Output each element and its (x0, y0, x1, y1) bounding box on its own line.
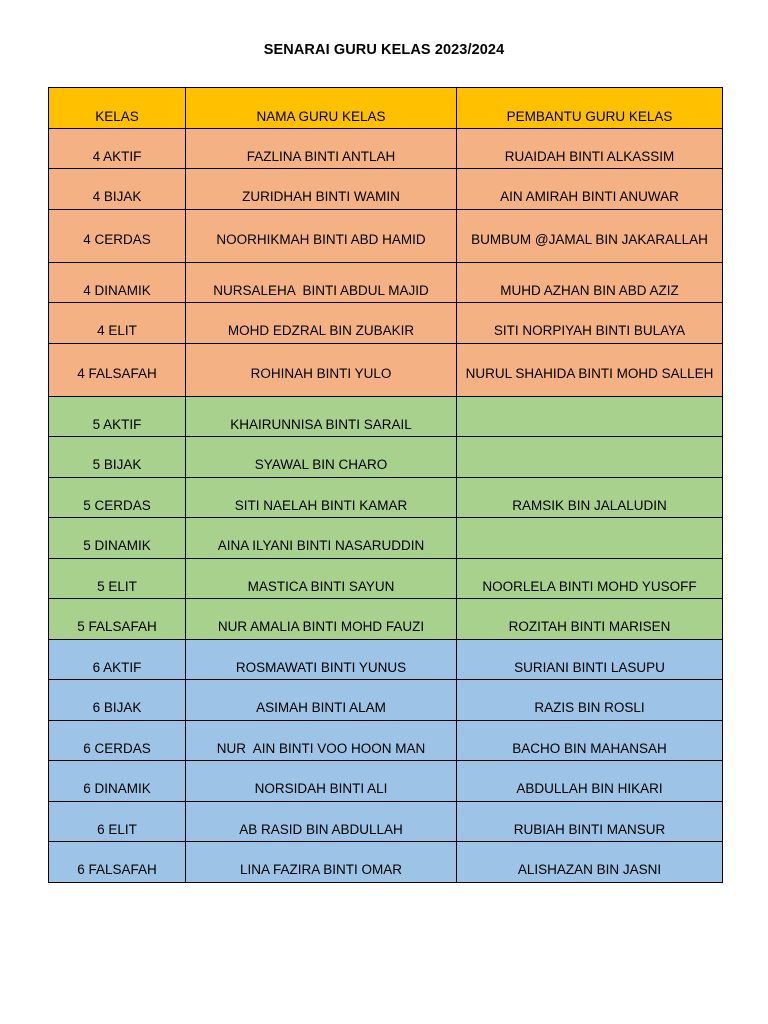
table-row (49, 558, 723, 599)
cell-nama: SITI NAELAH BINTI KAMAR (186, 477, 457, 518)
header-kelas: KELAS (49, 88, 186, 129)
cell-pembantu: ABDULLAH BIN HIKARI (457, 761, 723, 802)
cell-pembantu: BUMBUM @JAMAL BIN JAKARALLAH (457, 209, 723, 262)
cell-kelas: 4 CERDAS (49, 209, 186, 262)
cell-pembantu: MUHD AZHAN BIN ABD AZIZ (457, 262, 723, 303)
cell-kelas: 6 DINAMIK (49, 761, 186, 802)
cell-pembantu: NURUL SHAHIDA BINTI MOHD SALLEH (457, 343, 723, 396)
table-row (49, 437, 723, 478)
cell-pembantu: RUAIDAH BINTI ALKASSIM (457, 128, 723, 169)
cell-nama: MOHD EDZRAL BIN ZUBAKIR (186, 303, 457, 344)
table-row (49, 842, 723, 883)
cell-nama: ROHINAH BINTI YULO (186, 343, 457, 396)
cell-nama: NURSALEHA BINTI ABDUL MAJID (186, 262, 457, 303)
cell-nama: AB RASID BIN ABDULLAH (186, 801, 457, 842)
table-row (49, 262, 723, 303)
cell-nama: ZURIDHAH BINTI WAMIN (186, 169, 457, 210)
cell-pembantu (457, 396, 723, 437)
table-row (49, 639, 723, 680)
table-row (49, 720, 723, 761)
cell-pembantu: SITI NORPIYAH BINTI BULAYA (457, 303, 723, 344)
cell-pembantu (457, 518, 723, 559)
table-row (49, 169, 723, 210)
table-row (49, 801, 723, 842)
cell-kelas: 6 BIJAK (49, 680, 186, 721)
cell-kelas: 6 ELIT (49, 801, 186, 842)
cell-kelas: 5 DINAMIK (49, 518, 186, 559)
table-row (49, 761, 723, 802)
cell-nama: LINA FAZIRA BINTI OMAR (186, 842, 457, 883)
cell-kelas: 5 FALSAFAH (49, 599, 186, 640)
cell-nama: NUR AIN BINTI VOO HOON MAN (186, 720, 457, 761)
cell-nama: KHAIRUNNISA BINTI SARAIL (186, 396, 457, 437)
cell-pembantu: RAZIS BIN ROSLI (457, 680, 723, 721)
cell-pembantu: BACHO BIN MAHANSAH (457, 720, 723, 761)
cell-pembantu (457, 437, 723, 478)
table-header-row (49, 88, 723, 129)
table-row (49, 303, 723, 344)
cell-pembantu: NOORLELA BINTI MOHD YUSOFF (457, 558, 723, 599)
cell-nama: NUR AMALIA BINTI MOHD FAUZI (186, 599, 457, 640)
cell-kelas: 4 ELIT (49, 303, 186, 344)
cell-pembantu: SURIANI BINTI LASUPU (457, 639, 723, 680)
table-row (49, 343, 723, 396)
cell-nama: MASTICA BINTI SAYUN (186, 558, 457, 599)
cell-kelas: 6 CERDAS (49, 720, 186, 761)
table-row (49, 599, 723, 640)
page-title: SENARAI GURU KELAS 2023/2024 (263, 42, 505, 58)
cell-pembantu: RAMSIK BIN JALALUDIN (457, 477, 723, 518)
cell-kelas: 5 ELIT (49, 558, 186, 599)
cell-kelas: 5 BIJAK (49, 437, 186, 478)
table-row (49, 396, 723, 437)
cell-kelas: 5 AKTIF (49, 396, 186, 437)
cell-kelas: 6 AKTIF (49, 639, 186, 680)
cell-nama: FAZLINA BINTI ANTLAH (186, 128, 457, 169)
cell-pembantu: ROZITAH BINTI MARISEN (457, 599, 723, 640)
cell-kelas: 4 DINAMIK (49, 262, 186, 303)
table-row (49, 128, 723, 169)
table-row (49, 680, 723, 721)
cell-nama: ASIMAH BINTI ALAM (186, 680, 457, 721)
cell-nama: NORSIDAH BINTI ALI (186, 761, 457, 802)
table-row (49, 518, 723, 559)
cell-kelas: 4 FALSAFAH (49, 343, 186, 396)
cell-nama: SYAWAL BIN CHARO (186, 437, 457, 478)
cell-kelas: 6 FALSAFAH (49, 842, 186, 883)
header-pembantu-guru-kelas: PEMBANTU GURU KELAS (457, 88, 723, 129)
header-nama-guru-kelas: NAMA GURU KELAS (186, 88, 457, 129)
cell-pembantu: ALISHAZAN BIN JASNI (457, 842, 723, 883)
cell-kelas: 5 CERDAS (49, 477, 186, 518)
cell-nama: ROSMAWATI BINTI YUNUS (186, 639, 457, 680)
cell-pembantu: RUBIAH BINTI MANSUR (457, 801, 723, 842)
cell-kelas: 4 AKTIF (49, 128, 186, 169)
cell-kelas: 4 BIJAK (49, 169, 186, 210)
cell-nama: AINA ILYANI BINTI NASARUDDIN (186, 518, 457, 559)
cell-nama: NOORHIKMAH BINTI ABD HAMID (186, 209, 457, 262)
class-teacher-table (48, 87, 723, 883)
table-row (49, 209, 723, 262)
table-row (49, 477, 723, 518)
cell-pembantu: AIN AMIRAH BINTI ANUWAR (457, 169, 723, 210)
